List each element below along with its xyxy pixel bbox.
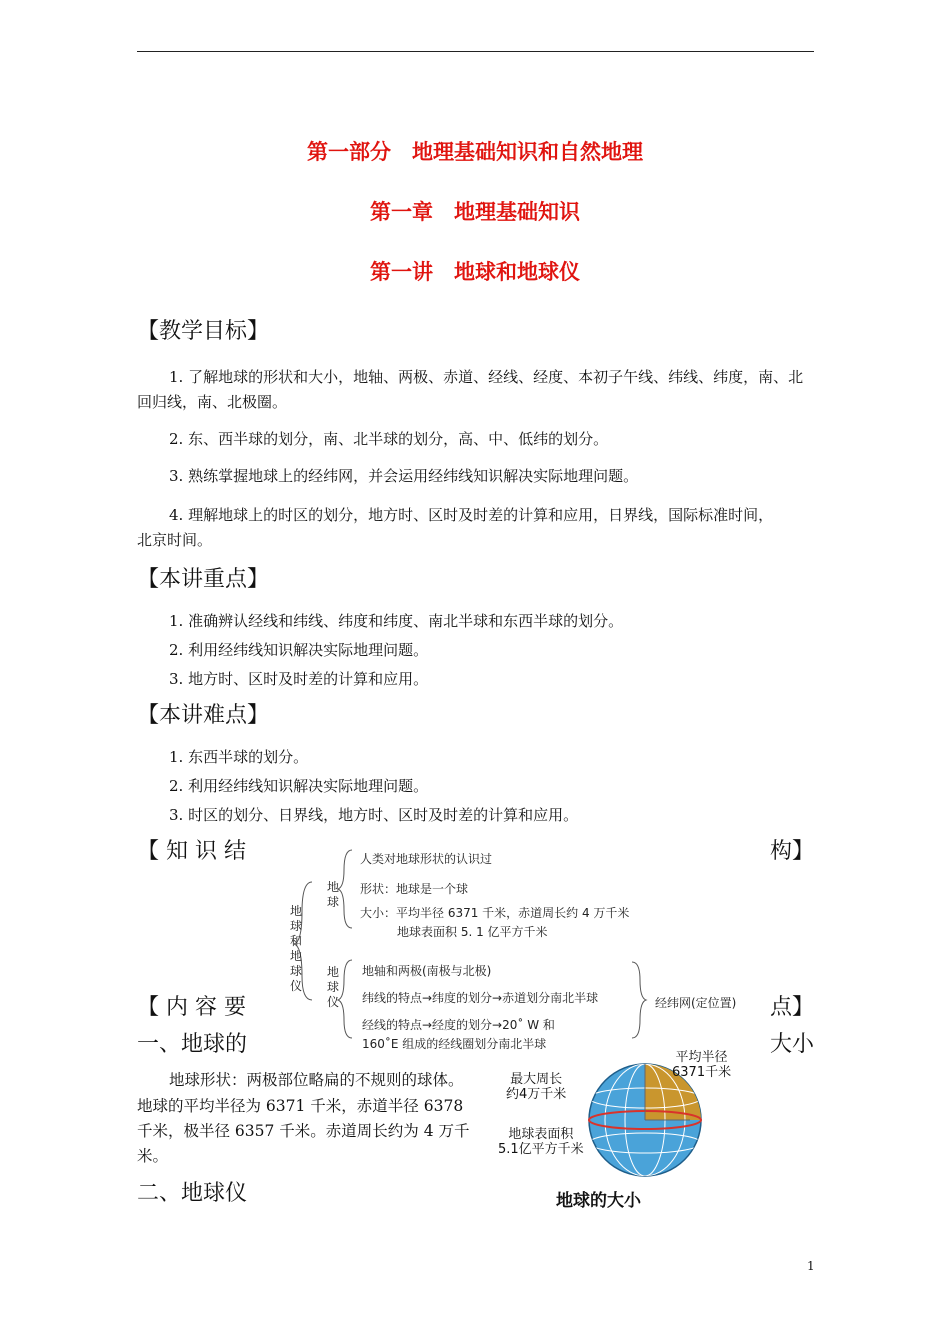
key-points-heading: 【本讲重点】 — [137, 567, 270, 592]
globe-label-area: 地球表面积 5.1亿平方千米 — [498, 1127, 584, 1157]
section1-para-line1: 地球形状：两极部位略扁的不规则的球体。 — [169, 1071, 464, 1089]
objective-3: 3. 熟练掌握地球上的经纬网，并会运用经纬线知识解决实际地理问题。 — [169, 467, 639, 485]
key-point-item: 2. 利用经纬线知识解决实际地理问题。 — [169, 641, 429, 659]
structure-heading-left: 【 知 识 结 — [137, 839, 246, 864]
objectives-heading: 【教学目标】 — [137, 319, 270, 344]
globe-label-radius: 平均半径 6371千米 — [672, 1050, 732, 1080]
tree-item: 形状：地球是一个球 — [360, 882, 469, 896]
tree-item: 地轴和两极(南极与北极) — [362, 964, 492, 978]
section1-para-line3: 千米，极半径 6357 千米。赤道周长约为 4 万千 — [137, 1122, 470, 1140]
tree-root: 地球和地球仪 — [289, 904, 302, 993]
globe-label-circumference: 最大周长 约4万千米 — [506, 1072, 567, 1102]
structure-heading-right: 构】 — [769, 839, 814, 864]
page-number: 1 — [807, 1259, 815, 1273]
section1-heading-left: 一、地球的 — [137, 1032, 248, 1057]
tree-branch-earth: 地球 — [326, 880, 339, 909]
objective-1-line2: 回归线，南、北极圈。 — [137, 393, 288, 411]
difficulty-item: 1. 东西半球的划分。 — [169, 748, 309, 766]
chapter-title: 第一章 地理基础知识 — [370, 199, 580, 224]
tree-item: 大小：平均半径 6371 千米，赤道周长约 4 万千米 — [360, 906, 630, 920]
header-rule — [137, 51, 814, 52]
difficulties-heading: 【本讲难点】 — [137, 703, 270, 728]
part-title: 第一部分 地理基础知识和自然地理 — [307, 139, 643, 164]
key-point-item: 3. 地方时、区时及时差的计算和应用。 — [169, 670, 429, 688]
section1-heading-right: 大小 — [769, 1032, 814, 1057]
content-heading-left: 【 内 容 要 — [137, 995, 246, 1020]
tree-item: 经线的特点→经度的划分→20˚ W 和 — [362, 1018, 555, 1032]
difficulty-item: 3. 时区的划分、日界线，地方时、区时及时差的计算和应用。 — [169, 806, 579, 824]
content-heading-right: 点】 — [769, 995, 814, 1020]
tree-branch-globe: 地球仪 — [326, 965, 339, 1009]
tree-item: 地球表面积 5. 1 亿平方千米 — [397, 925, 548, 939]
lecture-title: 第一讲 地球和地球仪 — [370, 259, 580, 284]
globe-caption: 地球的大小 — [556, 1191, 641, 1211]
section2-heading: 二、地球仪 — [137, 1181, 248, 1206]
tree-grid-label: 经纬网(定位置) — [655, 996, 737, 1010]
section1-para-line2: 地球的平均半径为 6371 千米，赤道半径 6378 — [137, 1097, 464, 1115]
objective-2: 2. 东、西半球的划分，南、北半球的划分，高、中、低纬的划分。 — [169, 430, 609, 448]
section1-para-line4: 米。 — [137, 1147, 169, 1165]
objective-4-line1: 4. 理解地球上的时区的划分，地方时、区时及时差的计算和应用，日界线，国际标准时间， — [169, 506, 774, 524]
tree-item: 人类对地球形状的认识过 — [360, 852, 493, 866]
objective-4-line2: 北京时间。 — [137, 531, 213, 549]
key-point-item: 1. 准确辨认经线和纬线、纬度和纬度、南北半球和东西半球的划分。 — [169, 612, 624, 630]
tree-item: 160˚E 组成的经线圈划分南北半球 — [362, 1037, 547, 1051]
difficulty-item: 2. 利用经纬线知识解决实际地理问题。 — [169, 777, 429, 795]
tree-item: 纬线的特点→纬度的划分→赤道划分南北半球 — [362, 991, 599, 1005]
objective-1-line1: 1. 了解地球的形状和大小，地轴、两极、赤道、经线、经度、本初子午线、纬线、纬度，南、北 — [169, 368, 804, 386]
